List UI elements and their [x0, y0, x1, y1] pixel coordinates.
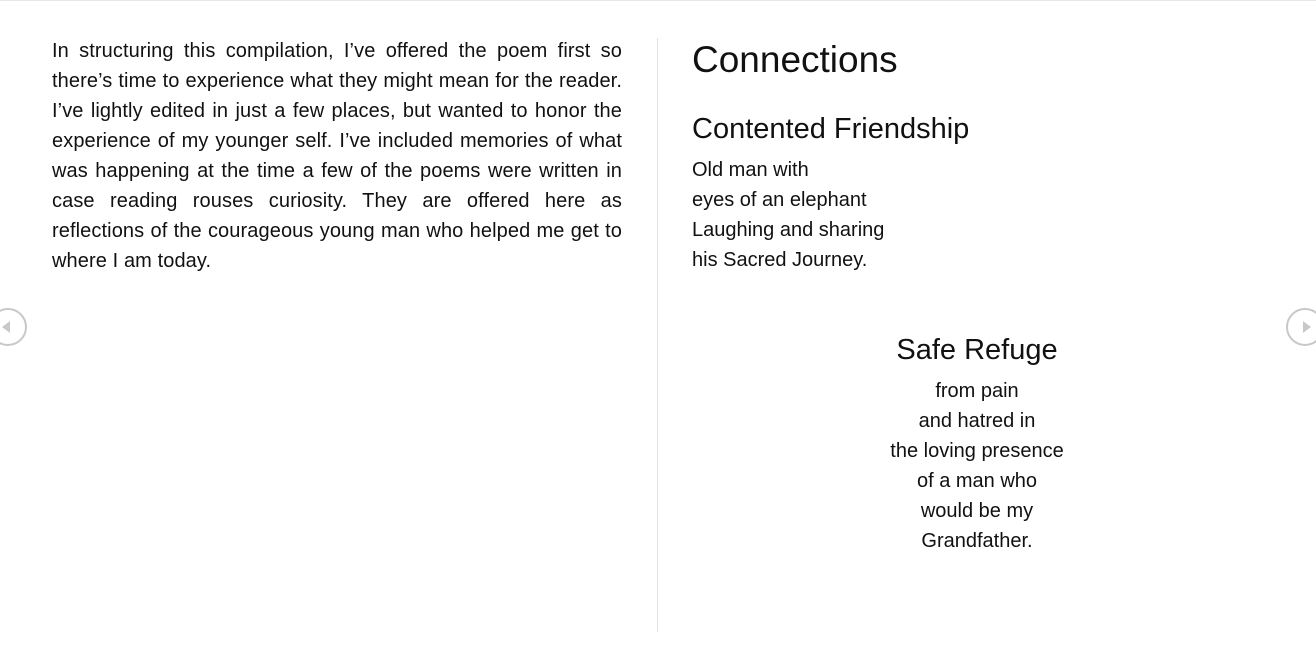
poem-line: the loving presence	[890, 440, 1064, 462]
poem-line: and hatred in	[918, 410, 1036, 432]
poem-line: eyes of an elephant	[692, 189, 867, 211]
right-page	[692, 36, 1262, 275]
intro-paragraph: In structuring this compilation, I’ve offered the poem first so there’s time to experience what they might mean for the reader. I’ve lightly edited in just a few places, but wanted to honor the experience of my younger self. I’ve included memories of what was happening at the time a few of the poems were written in case reading rouses curiosity. They are offered here as reflections of the courageous young man who helped me get to where I am today.	[52, 40, 622, 272]
poem-line: would be my	[920, 500, 1034, 522]
triangle-right-icon	[1288, 310, 1316, 344]
next-page-button[interactable]	[1286, 308, 1316, 346]
poem-line: from pain	[935, 380, 1019, 402]
poem-contented-friendship	[692, 109, 1262, 275]
poem-title: Safe Refuge	[896, 334, 1058, 366]
poem-title: Contented Friendship	[692, 113, 970, 145]
poem-line: Grandfather.	[921, 530, 1033, 552]
poem-lines	[692, 155, 1262, 275]
poem-line: his Sacred Journey.	[692, 249, 868, 271]
left-page	[52, 36, 622, 276]
previous-page-button[interactable]	[0, 308, 27, 346]
chapter-title: Connections	[692, 39, 898, 80]
poem-lines	[692, 376, 1262, 556]
page-gutter	[657, 38, 658, 632]
poem-line: Laughing and sharing	[692, 219, 885, 241]
triangle-left-icon	[0, 310, 25, 344]
poem-line: of a man who	[916, 470, 1038, 492]
poem-safe-refuge	[692, 330, 1262, 556]
poem-line: Old man with	[692, 159, 809, 181]
